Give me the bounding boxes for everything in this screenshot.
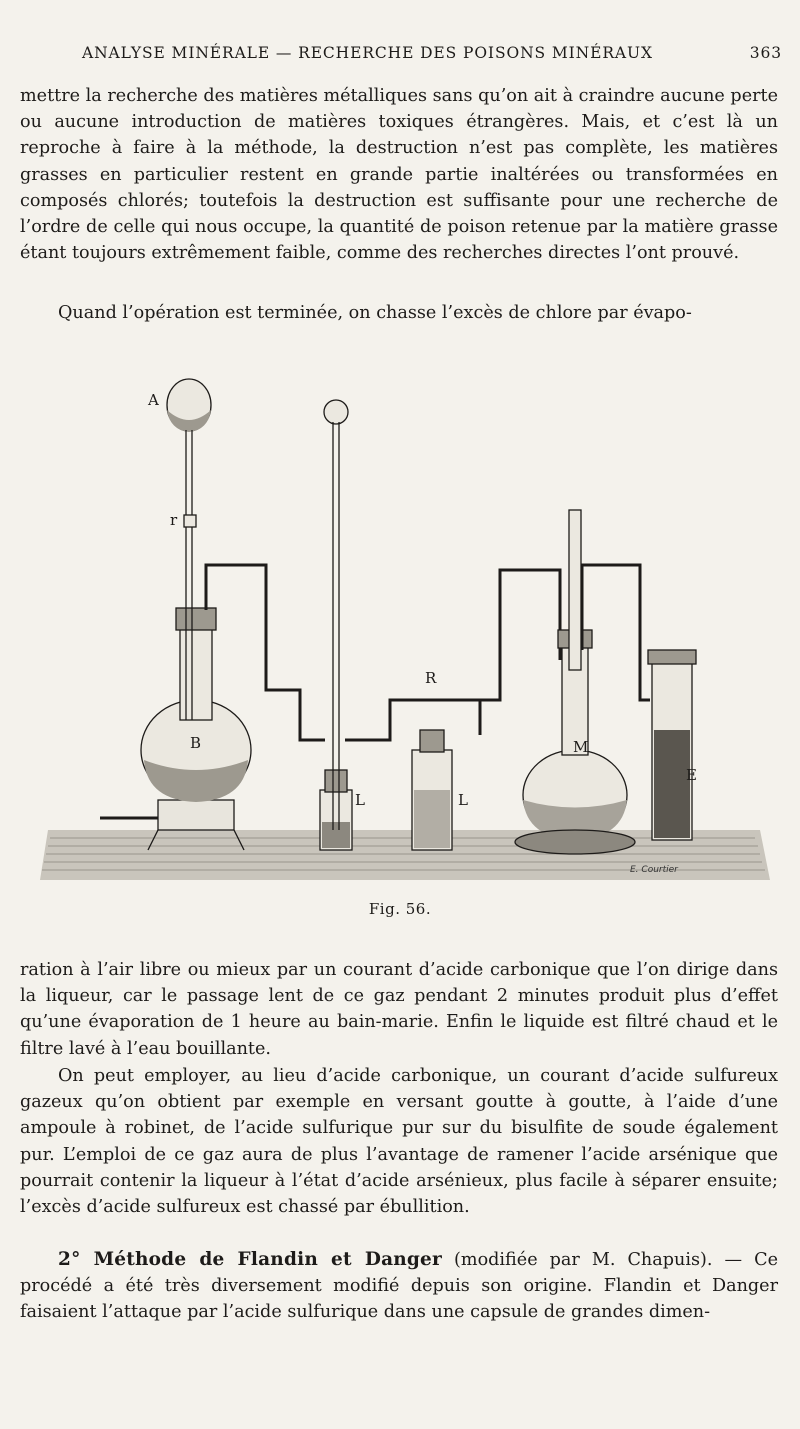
section-title: 2° Méthode de Flandin et Danger	[58, 1249, 442, 1270]
running-header	[82, 44, 782, 68]
label-r: r	[170, 511, 178, 529]
paragraph-5	[20, 1247, 778, 1326]
paragraph-2: Quand l’opération est terminée, on chasse l’excès de chlore par évapo-	[58, 303, 692, 323]
apparatus-figure	[40, 360, 775, 880]
label-M: M	[573, 738, 589, 756]
label-E: E	[686, 766, 697, 784]
label-A: A	[148, 391, 159, 409]
page-number: 363	[749, 44, 782, 62]
paragraph-1: mettre la recherche des matières métalliques sans qu’on ait à craindre aucune perte ou aucune introduction de matières toxiques étrangères. Mais, et c’est là un reproche à faire à la méthode, la destruction n’est pas complète, les matières grasses en particulier restent en grande partie inaltérées ou transformées en composés chlorés; toutefois la destruction est suffisante pour une recherche de l’ordre de celle qui nous occupe, la quantité de poison retenue par la matière grasse étant toujours extrêmement faible, comme des recherches directes l’ont prouvé.	[20, 86, 778, 264]
figure-caption: Fig. 56.	[368, 900, 432, 918]
label-R: R	[425, 669, 437, 687]
section-intro-text: (modifiée par M. Chapuis). — Ce procédé a été très diversement modifié depuis son origine. Flandin et Danger faisaient l’attaque par l’acide sulfurique dans une capsule de grandes dimen-	[20, 1250, 778, 1323]
running-title: ANALYSE MINÉRALE — RECHERCHE DES POISONS MINÉRAUX	[82, 44, 653, 62]
label-B: B	[190, 734, 202, 752]
label-L1: L	[355, 791, 365, 809]
label-L2: L	[458, 791, 468, 809]
paragraph-4: On peut employer, au lieu d’acide carbonique, un courant d’acide sulfureux gazeux qu’on obtient par exemple en versant goutte à goutte, à l’aide d’une ampoule à robinet, de l’acide sulfurique pur sur du bisulfite de soude également pur. L’emploi de ce gaz aura de plus l’avantage de ramener l’acide arsénique que pourrait contenir la liqueur à l’état d’acide arsénieux, plus facile à séparer ensuite; l’excès d’acide sulfureux est chassé par ébullition.	[20, 1066, 778, 1218]
apparatus-illustration	[40, 360, 775, 880]
paragraph-3: ration à l’air libre ou mieux par un courant d’acide carbonique que l’on dirige dans la liqueur, car le passage lent de ce gaz pendant 2 minutes produit plus d’effet qu’une évaporation de 1 heure au bain-marie. Enfin le liquide est filtré chaud et le filtre lavé à l’eau bouillante.	[20, 960, 778, 1059]
engraver-signature: E. Courtier	[630, 865, 678, 875]
